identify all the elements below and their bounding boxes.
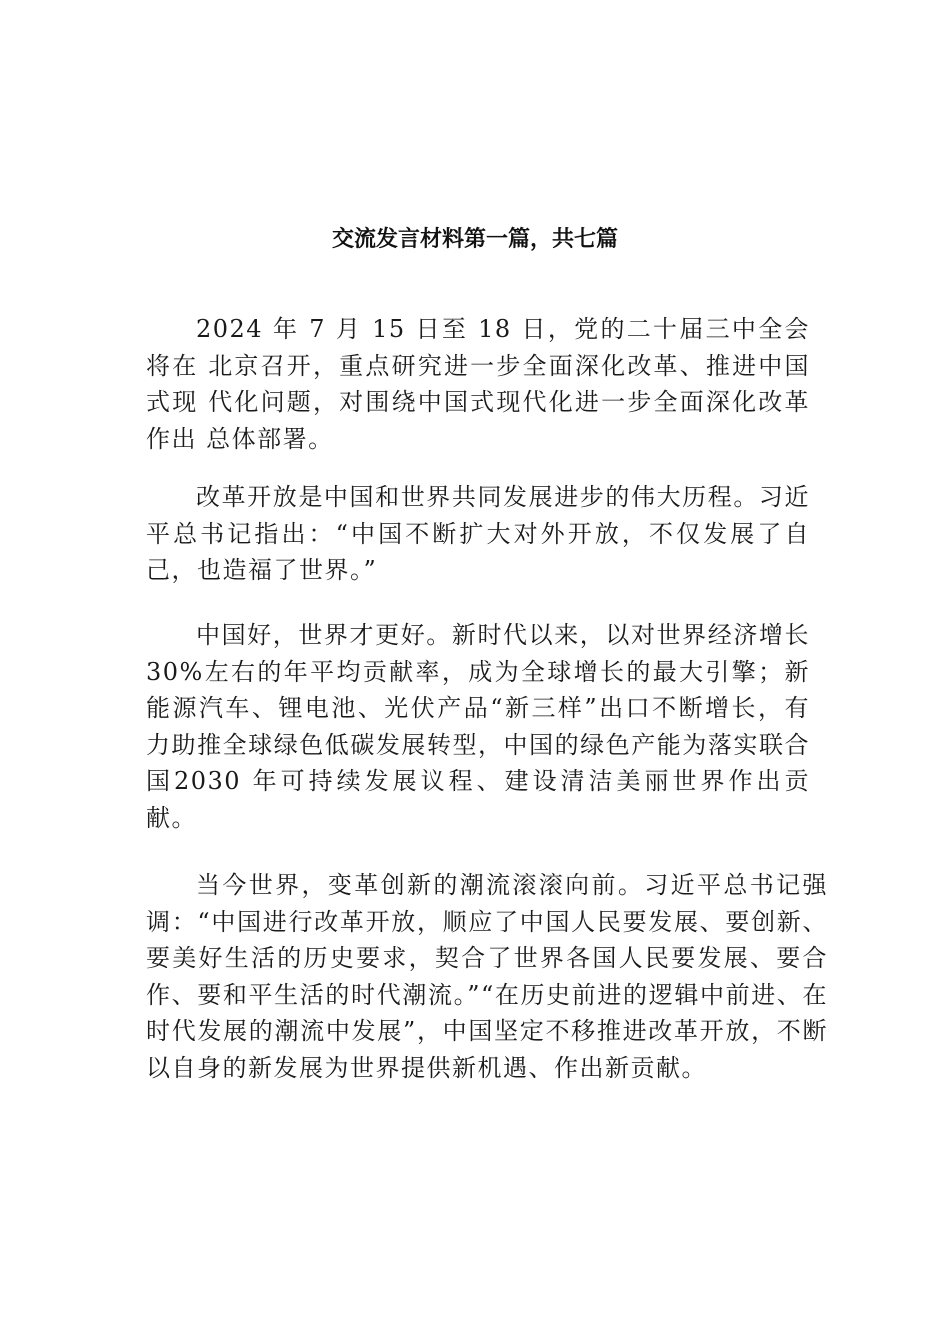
paragraph-4: 当今世界，变革创新的潮流滚滚向前。习近平总书记强调：“中国进行改革开放，顺应了中国人民要发展、要创新、要美好生活的历史要求，契合了世界各国人民要发展、要合作、要和平生活的时代潮流。”“在历史前进的逻辑中前进、在时代发展的潮流中发展”，中国坚定不移推进改革开放，不断以自身的新发展为世界提供新机遇、作出新贡献。 xyxy=(146,871,828,1082)
paragraph-3: 中国好，世界才更好。新时代以来，以对世界经济增长 30%左右的年平均贡献率，成为全球增长的最大引擎；新能源汽车、锂电池、光伏产品“新三样”出口不断增长，有力助推全球绿色低碳发展转型，中国的绿色产能为落实联合国2030 年可持续发展议程、建设清洁美丽世界作出贡 献。 xyxy=(146,621,810,832)
document-title: 交流发言材料第一篇，共七篇 xyxy=(331,227,618,252)
paragraph-1: 2024 年 7 月 15 日至 18 日，党的二十届三中全会将在 北京召开，重点研究进一步全面深化改革、推进中国式现 代化问题，对围绕中国式现代化进一步全面深化改革作出 总体部署。 xyxy=(146,315,810,453)
paragraph-2: 改革开放是中国和世界共同发展进步的伟大历程。习近平总书记指出：“中国不断扩大对外开放，不仅发展了自己，也造福了世界。” xyxy=(146,483,810,584)
